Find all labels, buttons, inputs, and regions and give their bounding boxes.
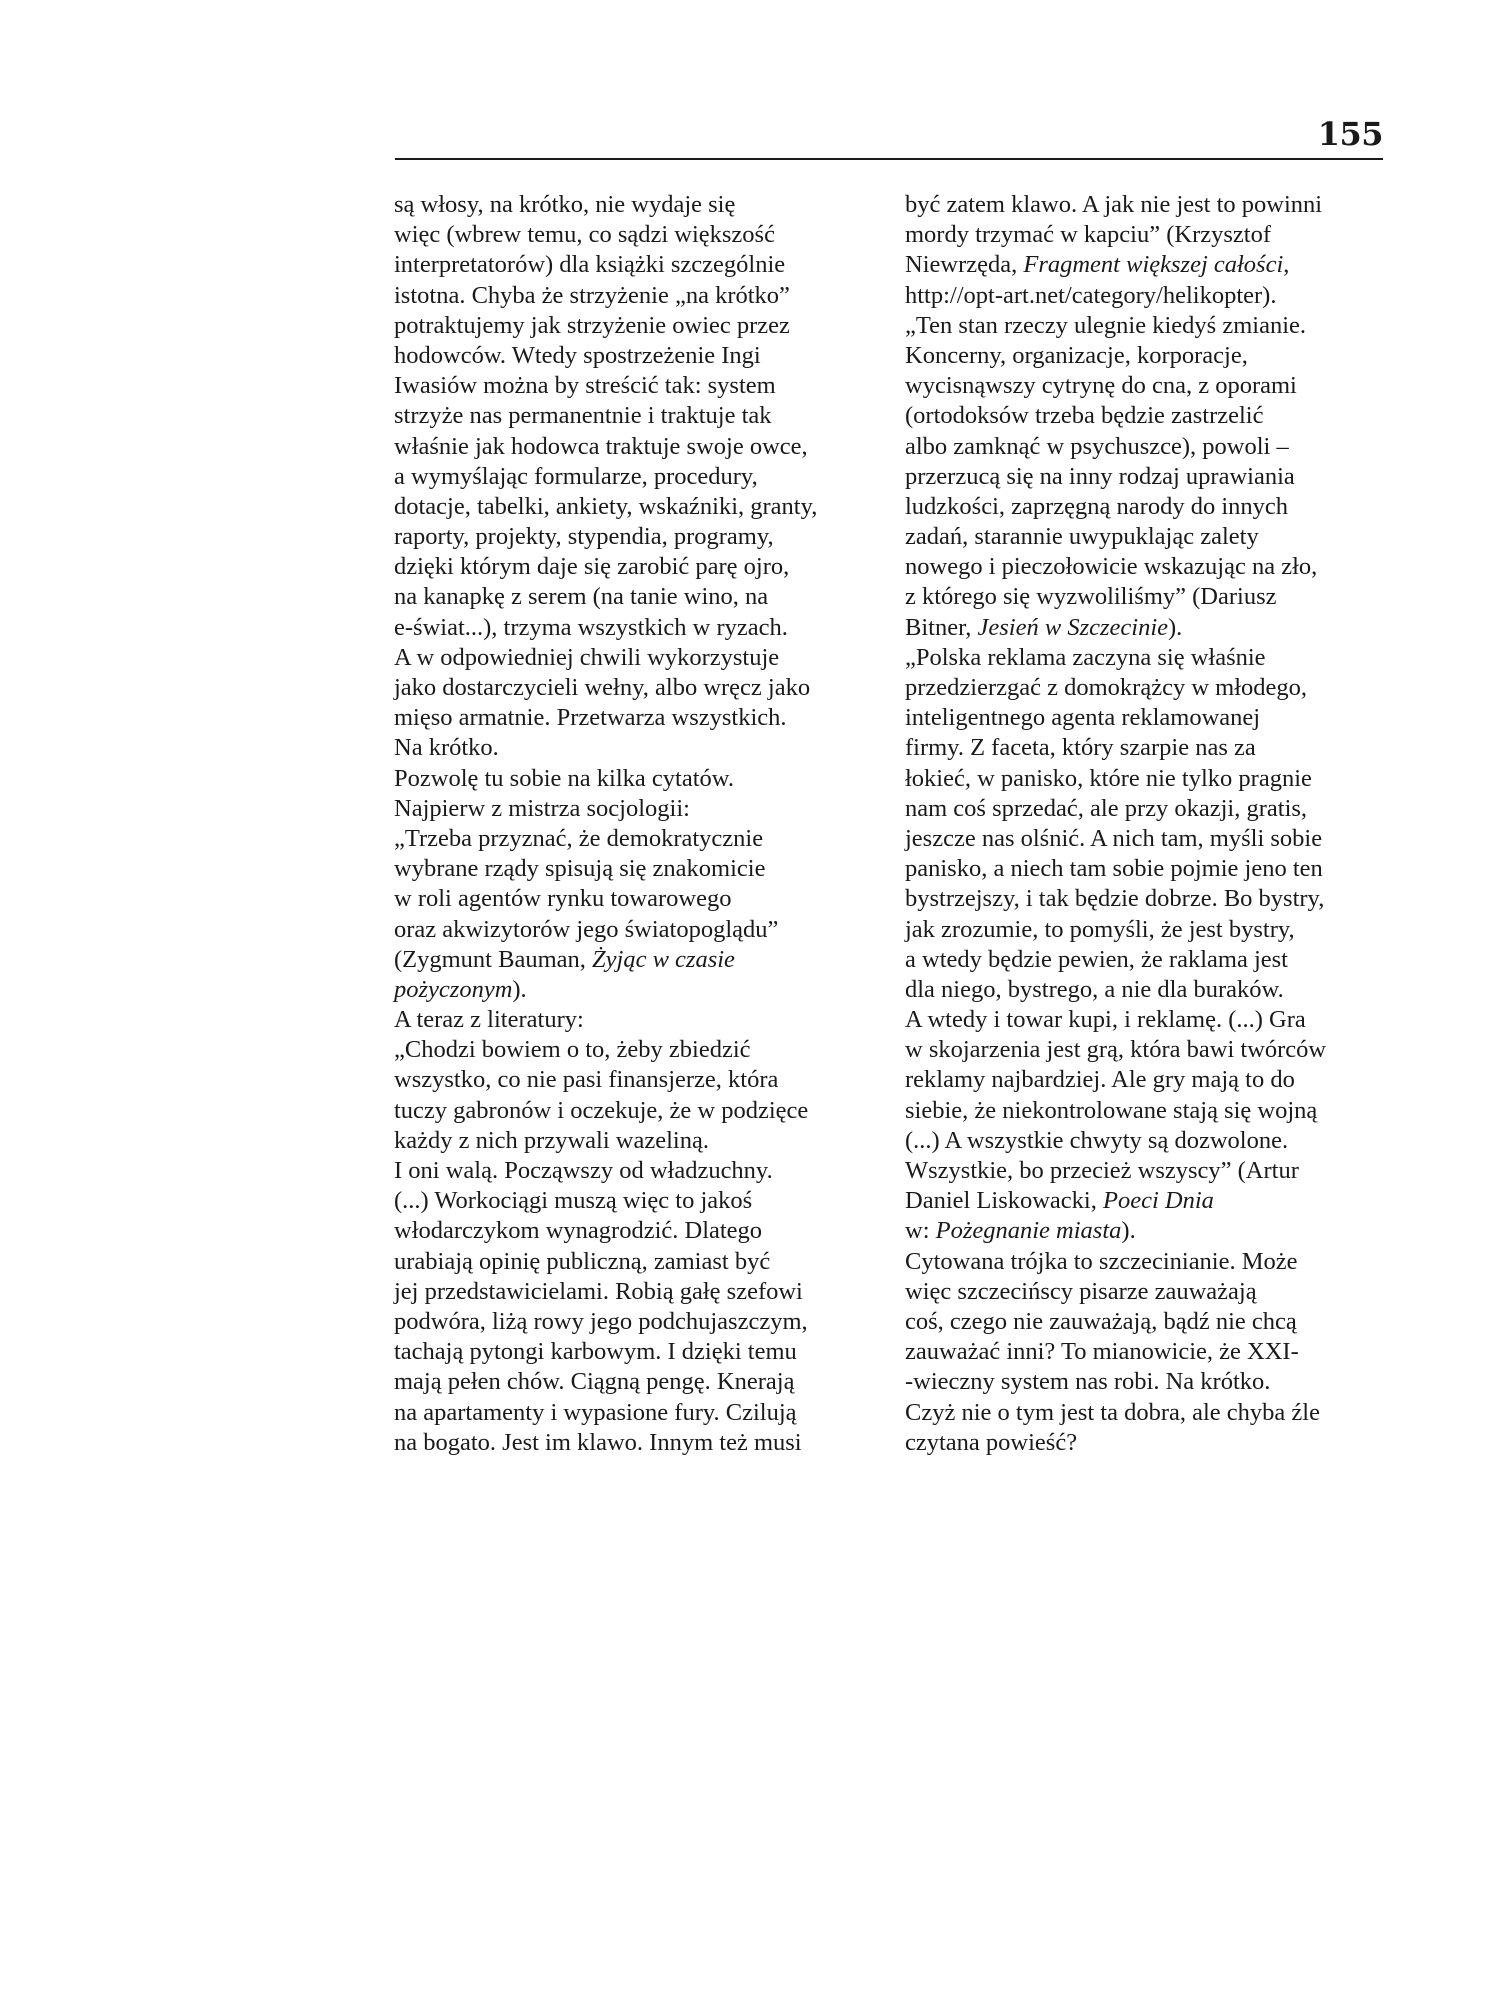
text-line <box>394 281 884 311</box>
text-segment: firmy. Z faceta, który szarpie nas za <box>905 734 1256 762</box>
text-segment: czytana powieść? <box>905 1428 1078 1456</box>
text-line <box>394 492 884 522</box>
text-line <box>905 643 1405 673</box>
text-segment: jeszcze nas olśnić. A nich tam, myśli sobie <box>905 824 1323 852</box>
text-segment: przerzucą się na inny rodzaj uprawiania <box>905 462 1295 490</box>
text-segment: podwóra, liżą rowy jego podchujaszczym, <box>394 1307 808 1335</box>
text-segment: bystrzejszy, i tak będzie dobrze. Bo bystry, <box>905 885 1325 913</box>
text-segment: (Zygmunt Bauman, <box>394 945 593 973</box>
text-line <box>394 1367 884 1397</box>
text-line <box>394 673 884 703</box>
text-line <box>905 250 1405 280</box>
text-segment: A wtedy i towar kupi, i reklamę. (...) Gra <box>905 1006 1306 1034</box>
text-segment: na apartamenty i wypasione fury. Czilują <box>394 1398 797 1426</box>
text-segment: reklamy najbardziej. Ale gry mają to do <box>905 1066 1295 1094</box>
text-segment: ). <box>1121 1217 1136 1245</box>
text-segment: „Chodzi bowiem o to, żeby zbiedzić <box>394 1036 751 1064</box>
text-line <box>905 1065 1405 1095</box>
text-segment: Koncerny, organizacje, korporacje, <box>905 341 1248 369</box>
text-line <box>905 915 1405 945</box>
text-line <box>394 311 884 341</box>
text-segment: dotacje, tabelki, ankiety, wskaźniki, granty, <box>394 492 818 520</box>
text-line <box>394 945 884 975</box>
text-segment: w skojarzenia jest grą, która bawi twórców <box>905 1036 1327 1064</box>
text-line <box>905 673 1405 703</box>
text-segment: łokieć, w panisko, które nie tylko pragnie <box>905 764 1312 792</box>
text-line <box>394 733 884 763</box>
text-line <box>394 462 884 492</box>
text-segment: Na krótko. <box>394 734 499 762</box>
text-segment: Niewrzęda, <box>905 251 1024 279</box>
text-segment: „Ten stan rzeczy ulegnie kiedyś zmianie. <box>905 311 1306 339</box>
text-segment: a wymyślając formularze, procedury, <box>394 462 758 490</box>
text-segment: zauważać inni? To mianowicie, że XXI- <box>905 1338 1299 1366</box>
text-segment: strzyże nas permanentnie i traktuje tak <box>394 402 772 430</box>
text-line <box>394 1005 884 1035</box>
text-line <box>905 582 1405 612</box>
text-segment: właśnie jak hodowca traktuje swoje owce, <box>394 432 808 460</box>
text-segment: w roli agentów rynku towarowego <box>394 885 732 913</box>
text-line <box>905 401 1405 431</box>
text-segment: hodowców. Wtedy spostrzeżenie Ingi <box>394 341 761 369</box>
text-segment: http://opt-art.net/category/helikopter). <box>905 281 1277 309</box>
text-line <box>905 1307 1405 1337</box>
text-segment: e-świat...), trzyma wszystkich w ryzach. <box>394 613 788 641</box>
text-line <box>905 1186 1405 1216</box>
text-line <box>905 975 1405 1005</box>
text-line <box>905 794 1405 824</box>
text-segment: siebie, że niekontrolowane stają się wojną <box>905 1096 1318 1124</box>
text-line <box>905 341 1405 371</box>
text-segment: Pozwolę tu sobie na kilka cytatów. <box>394 764 734 792</box>
text-line <box>905 552 1405 582</box>
text-line <box>394 884 884 914</box>
text-segment: mordy trzymać w kapciu” (Krzysztof <box>905 221 1271 249</box>
text-line <box>394 220 884 250</box>
text-line <box>905 1096 1405 1126</box>
text-segment: inteligentnego agenta reklamowanej <box>905 704 1261 732</box>
text-segment: wycisnąwszy cytrynę do cna, z oporami <box>905 372 1297 400</box>
text-line <box>394 1398 884 1428</box>
text-line <box>905 733 1405 763</box>
text-line <box>394 250 884 280</box>
text-segment: dzięki którym daje się zarobić parę ojro, <box>394 553 790 581</box>
italic-title: pożyczonym <box>394 975 513 1003</box>
header-rule <box>395 158 1383 160</box>
text-line <box>905 764 1405 794</box>
text-line <box>905 1337 1405 1367</box>
text-line <box>905 613 1405 643</box>
text-segment: Iwasiów można by streścić tak: system <box>394 372 776 400</box>
text-segment: raporty, projekty, stypendia, programy, <box>394 523 774 551</box>
text-line <box>394 582 884 612</box>
text-segment: A teraz z literatury: <box>394 1006 584 1034</box>
text-line <box>905 462 1405 492</box>
text-segment: przedzierzgać z domokrążcy w młodego, <box>905 674 1308 701</box>
text-segment: Czyż nie o tym jest ta dobra, ale chyba źle <box>905 1398 1320 1426</box>
text-line <box>394 824 884 854</box>
text-segment: oraz akwizytorów jego światopoglądu” <box>394 915 779 943</box>
text-segment: panisko, a niech tam sobie pojmie jeno ten <box>905 855 1323 883</box>
text-line <box>905 945 1405 975</box>
text-line <box>394 613 884 643</box>
text-segment: dla niego, bystrego, a nie dla buraków. <box>905 975 1284 1003</box>
left-column <box>394 190 884 1458</box>
text-segment: więc szczecińscy pisarze zauważają <box>905 1277 1257 1305</box>
text-line <box>905 311 1405 341</box>
text-segment: być zatem klawo. A jak nie jest to powinni <box>905 191 1323 218</box>
text-line <box>394 975 884 1005</box>
text-segment: ). <box>512 975 527 1003</box>
text-segment: nam coś sprzedać, ale przy okazji, gratis, <box>905 794 1308 822</box>
text-segment: włodarczykom wynagrodzić. Dlatego <box>394 1217 763 1245</box>
text-line <box>394 371 884 401</box>
italic-title: Jesień w Szczecinie <box>977 613 1169 641</box>
text-segment: mięso armatnie. Przetwarza wszystkich. <box>394 704 787 732</box>
text-line <box>905 432 1405 462</box>
text-line <box>394 552 884 582</box>
text-segment: Cytowana trójka to szczecinianie. Może <box>905 1247 1298 1275</box>
text-line <box>394 1277 884 1307</box>
text-line <box>394 1126 884 1156</box>
text-segment: z którego się wyzwoliliśmy” (Dariusz <box>905 583 1277 611</box>
text-line <box>394 854 884 884</box>
text-segment: na kanapkę z serem (na tanie wino, na <box>394 583 769 611</box>
text-segment: ). <box>1168 613 1183 641</box>
text-line <box>394 1216 884 1246</box>
text-line <box>394 1337 884 1367</box>
text-segment: istotna. Chyba że strzyżenie „na krótko” <box>394 281 790 309</box>
text-line <box>394 432 884 462</box>
text-line <box>905 1398 1405 1428</box>
text-line <box>905 703 1405 733</box>
text-line <box>394 341 884 371</box>
text-segment: Bitner, <box>905 613 978 641</box>
text-segment: „Polska reklama zaczyna się właśnie <box>905 643 1266 671</box>
text-segment: na bogato. Jest im klawo. Innym też musi <box>394 1428 802 1456</box>
text-line <box>394 764 884 794</box>
text-line <box>905 190 1405 220</box>
text-segment: „Trzeba przyznać, że demokratycznie <box>394 824 764 852</box>
page-number: 155 <box>1317 115 1383 153</box>
text-segment: ludzkości, zaprzęgną narody do innych <box>905 492 1289 520</box>
text-line <box>394 1428 884 1458</box>
text-line <box>394 915 884 945</box>
text-line <box>394 643 884 673</box>
text-segment: jako dostarczycieli wełny, albo wręcz jako <box>394 674 811 701</box>
text-segment: Najpierw z mistrza socjologii: <box>394 794 690 822</box>
text-line <box>905 1005 1405 1035</box>
text-line <box>394 522 884 552</box>
text-line <box>905 1428 1405 1458</box>
text-segment: a wtedy będzie pewien, że raklama jest <box>905 945 1288 973</box>
text-line <box>905 1367 1405 1397</box>
text-line <box>394 1186 884 1216</box>
text-segment: zadań, starannie uwypuklając zalety <box>905 523 1259 551</box>
text-line <box>394 1156 884 1186</box>
text-line <box>905 1247 1405 1277</box>
italic-title: Poeci Dnia <box>1103 1187 1214 1215</box>
text-segment: potraktujemy jak strzyżenie owiec przez <box>394 311 790 339</box>
text-segment: w: <box>905 1217 936 1245</box>
text-segment: coś, czego nie zauważają, bądź nie chcą <box>905 1307 1297 1335</box>
text-line <box>394 794 884 824</box>
text-line <box>905 281 1405 311</box>
text-segment: tuczy gabronów i oczekuje, że w podzięce <box>394 1096 809 1124</box>
text-segment: albo zamknąć w psychuszce), powoli – <box>905 432 1289 460</box>
text-line <box>394 190 884 220</box>
text-line <box>394 1307 884 1337</box>
text-line <box>394 1035 884 1065</box>
text-line <box>905 824 1405 854</box>
text-line <box>905 371 1405 401</box>
text-segment: I oni walą. Począwszy od władzuchny. <box>394 1157 773 1184</box>
text-segment: wybrane rządy spisują się znakomicie <box>394 855 766 883</box>
text-line <box>394 1065 884 1095</box>
text-segment: więc (wbrew temu, co sądzi większość <box>394 221 775 249</box>
text-segment: interpretatorów) dla książki szczególnie <box>394 251 786 279</box>
text-segment: Wszystkie, bo przecież wszyscy” (Artur <box>905 1157 1299 1184</box>
text-segment: mają pełen chów. Ciągną pengę. Knerają <box>394 1368 795 1396</box>
text-segment: , <box>1283 251 1290 279</box>
text-line <box>905 1156 1405 1186</box>
italic-title: Fragment większej całości <box>1023 251 1284 279</box>
text-line <box>905 220 1405 250</box>
italic-title: Pożegnanie miasta <box>935 1217 1122 1245</box>
text-segment: (...) Workociągi muszą więc to jakoś <box>394 1187 753 1215</box>
text-segment: są włosy, na krótko, nie wydaje się <box>394 191 736 218</box>
text-line <box>394 401 884 431</box>
text-segment: jej przedstawicielami. Robią gałę szefowi <box>394 1277 803 1305</box>
text-segment: (...) A wszystkie chwyty są dozwolone. <box>905 1126 1289 1154</box>
text-line <box>905 1216 1405 1246</box>
text-segment: (ortodoksów trzeba będzie zastrzelić <box>905 402 1264 430</box>
text-line <box>905 1277 1405 1307</box>
text-line <box>394 1096 884 1126</box>
text-line <box>905 1035 1405 1065</box>
text-line <box>905 492 1405 522</box>
right-column <box>905 190 1405 1458</box>
text-line <box>905 522 1405 552</box>
text-segment: nowego i pieczołowicie wskazując na zło, <box>905 553 1318 581</box>
text-segment: tachają pytongi karbowym. I dzięki temu <box>394 1338 797 1366</box>
text-line <box>905 884 1405 914</box>
text-segment: A w odpowiedniej chwili wykorzystuje <box>394 643 780 671</box>
text-line <box>905 1126 1405 1156</box>
text-segment: każdy z nich przywali wazeliną. <box>394 1126 709 1154</box>
text-segment: wszystko, co nie pasi finansjerze, która <box>394 1066 779 1094</box>
text-line <box>394 1247 884 1277</box>
text-segment: -wieczny system nas robi. Na krótko. <box>905 1368 1271 1396</box>
text-segment: urabiają opinię publiczną, zamiast być <box>394 1247 771 1275</box>
text-line <box>905 854 1405 884</box>
text-segment: jak zrozumie, to pomyśli, że jest bystry, <box>905 915 1295 943</box>
text-segment: Daniel Liskowacki, <box>905 1187 1103 1215</box>
italic-title: Żyjąc w czasie <box>592 945 735 973</box>
text-line <box>394 703 884 733</box>
